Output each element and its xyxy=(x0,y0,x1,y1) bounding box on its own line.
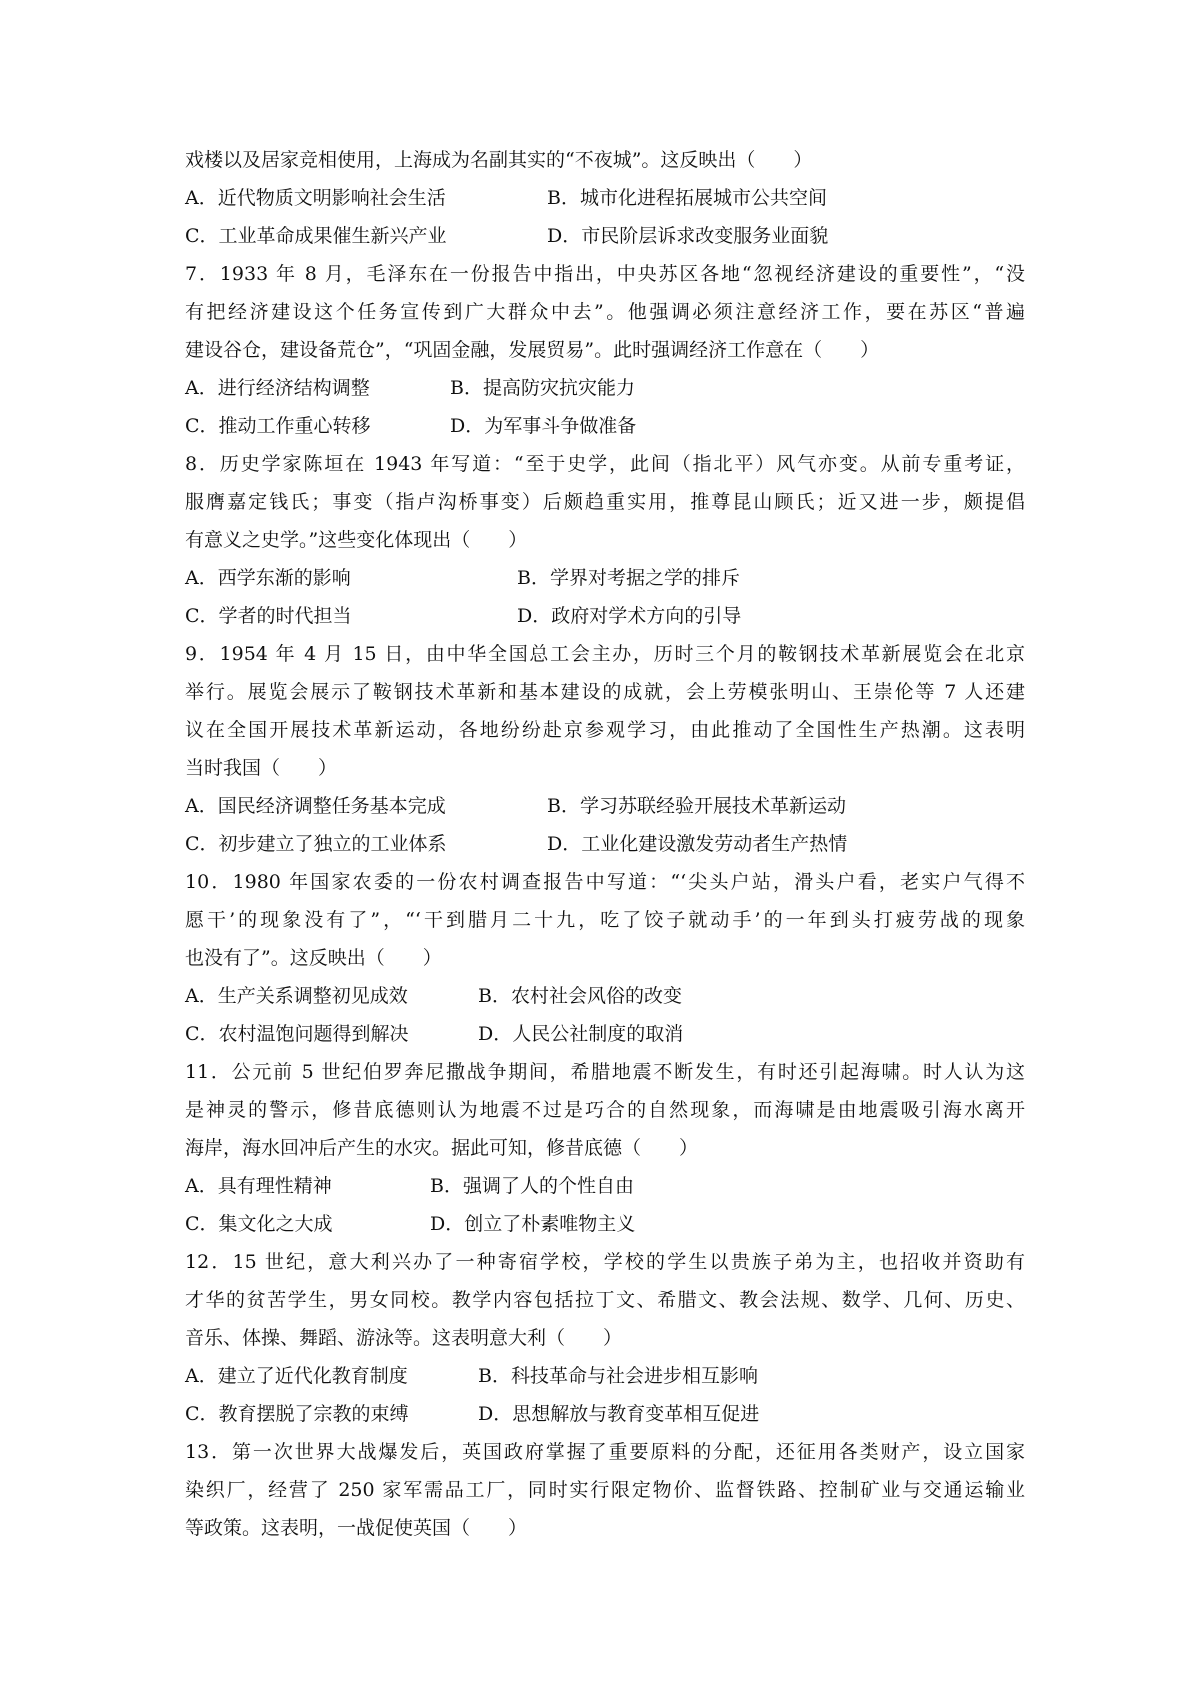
q11-option-c: C．集文化之大成 xyxy=(185,1213,333,1235)
q7-option-a: A．进行经济结构调整 xyxy=(185,377,370,399)
q10-stem-line-2: 愿干’的现象没有了”，“‘干到腊月二十九，吃了饺子就动手’的一年到头打疲劳战的现象 xyxy=(185,909,1025,931)
q12-option-b: B．科技革命与社会进步相互影响 xyxy=(478,1365,758,1387)
q6-options-row-1 xyxy=(185,179,1025,217)
q9-stem-line-4: 当时我国（ ） xyxy=(185,757,338,779)
q6-option-d: D．市民阶层诉求改变服务业面貌 xyxy=(547,225,829,247)
q8-option-a: A．西学东渐的影响 xyxy=(185,567,351,589)
q7-option-c: C．推动工作重心转移 xyxy=(185,415,371,437)
q9-option-b: B．学习苏联经验开展技术革新运动 xyxy=(547,795,846,817)
q12-options-row-2 xyxy=(185,1395,1025,1433)
q8-options-row-2 xyxy=(185,597,1025,635)
q12-stem-line-2: 才华的贫苦学生，男女同校。教学内容包括拉丁文、希腊文、教会法规、数学、几何、历史、 xyxy=(185,1289,1025,1311)
q8-option-b: B．学界对考据之学的排斥 xyxy=(517,567,740,589)
q7-option-b: B．提高防灾抗灾能力 xyxy=(450,377,635,399)
q6-stem-end: 戏楼以及居家竞相使用，上海成为名副其实的“不夜城”。这反映出（ ） xyxy=(185,149,813,171)
q11-stem-line-3: 海岸，海水回冲后产生的水灾。据此可知，修昔底德（ ） xyxy=(185,1137,699,1159)
q7-options-row-2 xyxy=(185,407,1025,445)
q12-option-c: C．教育摆脱了宗教的束缚 xyxy=(185,1403,409,1425)
q10-options-row-1 xyxy=(185,977,1025,1015)
exam-page xyxy=(185,141,1025,1547)
q9-option-d: D．工业化建设激发劳动者生产热情 xyxy=(547,833,848,855)
q10-stem-line-3: 也没有了”。这反映出（ ） xyxy=(185,947,442,969)
q13-stem-line-2: 染织厂，经营了 250 家军需品工厂，同时实行限定物价、监督铁路、控制矿业与交通运输业 xyxy=(185,1479,1025,1501)
q6-option-a: A．近代物质文明影响社会生活 xyxy=(185,187,446,209)
q6-option-b: B．城市化进程拓展城市公共空间 xyxy=(547,187,827,209)
q10-option-b: B．农村社会风俗的改变 xyxy=(478,985,682,1007)
q7-stem-line-2: 有把经济建设这个任务宣传到广大群众中去”。他强调必须注意经济工作，要在苏区“普遍 xyxy=(185,301,1025,323)
q7-stem-line-1: 7．1933 年 8 月，毛泽东在一份报告中指出，中央苏区各地“忽视经济建设的重要性”，“没 xyxy=(185,263,1025,285)
q11-option-d: D．创立了朴素唯物主义 xyxy=(430,1213,636,1235)
q11-stem-line-2: 是神灵的警示，修昔底德则认为地震不过是巧合的自然现象，而海啸是由地震吸引海水离开 xyxy=(185,1099,1025,1121)
q12-option-a: A．建立了近代化教育制度 xyxy=(185,1365,408,1387)
q11-stem-line-1: 11．公元前 5 世纪伯罗奔尼撒战争期间，希腊地震不断发生，有时还引起海啸。时人认为这 xyxy=(185,1061,1025,1083)
q6-options-row-2 xyxy=(185,217,1025,255)
q9-option-a: A．国民经济调整任务基本完成 xyxy=(185,795,446,817)
q7-options-row-1 xyxy=(185,369,1025,407)
q8-option-c: C．学者的时代担当 xyxy=(185,605,352,627)
q9-stem-line-2: 举行。展览会展示了鞍钢技术革新和基本建设的成就，会上劳模张明山、王崇伦等 7 人还建 xyxy=(185,681,1025,703)
q10-stem-line-1: 10．1980 年国家农委的一份农村调查报告中写道：“‘尖头户站，滑头户看，老实户气得不 xyxy=(185,871,1025,893)
q11-option-a: A．具有理性精神 xyxy=(185,1175,332,1197)
q10-option-c: C．农村温饱问题得到解决 xyxy=(185,1023,409,1045)
q12-stem-line-1: 12．15 世纪，意大利兴办了一种寄宿学校，学校的学生以贵族子弟为主，也招收并资助有 xyxy=(185,1251,1025,1273)
q7-stem-line-3: 建设谷仓，建设备荒仓”，“巩固金融，发展贸易”。此时强调经济工作意在（ ） xyxy=(185,339,880,361)
q8-option-d: D．政府对学术方向的引导 xyxy=(517,605,742,627)
q12-stem-line-3: 音乐、体操、舞蹈、游泳等。这表明意大利（ ） xyxy=(185,1327,623,1349)
q12-options-row-1 xyxy=(185,1357,1025,1395)
q9-stem-line-1: 9．1954 年 4 月 15 日，由中华全国总工会主办，历时三个月的鞍钢技术革新展览会在北京 xyxy=(185,643,1025,665)
q10-options-row-2 xyxy=(185,1015,1025,1053)
q9-stem-line-3: 议在全国开展技术革新运动，各地纷纷赴京参观学习，由此推动了全国性生产热潮。这表明 xyxy=(185,719,1025,741)
q8-stem-line-2: 服膺嘉定钱氏；事变（指卢沟桥事变）后颇趋重实用，推尊昆山顾氏；近又进一步，颇提倡 xyxy=(185,491,1025,513)
q8-stem-line-1: 8．历史学家陈垣在 1943 年写道：“至于史学，此间（指北平）风气亦变。从前专重考证， xyxy=(185,453,1025,475)
q10-option-a: A．生产关系调整初见成效 xyxy=(185,985,408,1007)
q8-options-row-1 xyxy=(185,559,1025,597)
q12-option-d: D．思想解放与教育变革相互促进 xyxy=(478,1403,760,1425)
q9-option-c: C．初步建立了独立的工业体系 xyxy=(185,833,447,855)
q7-option-d: D．为军事斗争做准备 xyxy=(450,415,637,437)
q11-options-row-1 xyxy=(185,1167,1025,1205)
q8-stem-line-3: 有意义之史学。”这些变化体现出（ ） xyxy=(185,529,528,551)
q11-options-row-2 xyxy=(185,1205,1025,1243)
q9-options-row-2 xyxy=(185,825,1025,863)
q10-option-d: D．人民公社制度的取消 xyxy=(478,1023,684,1045)
q11-option-b: B．强调了人的个性自由 xyxy=(430,1175,634,1197)
q9-options-row-1 xyxy=(185,787,1025,825)
q13-stem-line-3: 等政策。这表明，一战促使英国（ ） xyxy=(185,1517,528,1539)
q13-stem-line-1: 13．第一次世界大战爆发后，英国政府掌握了重要原料的分配，还征用各类财产，设立国家 xyxy=(185,1441,1025,1463)
q6-option-c: C．工业革命成果催生新兴产业 xyxy=(185,225,447,247)
